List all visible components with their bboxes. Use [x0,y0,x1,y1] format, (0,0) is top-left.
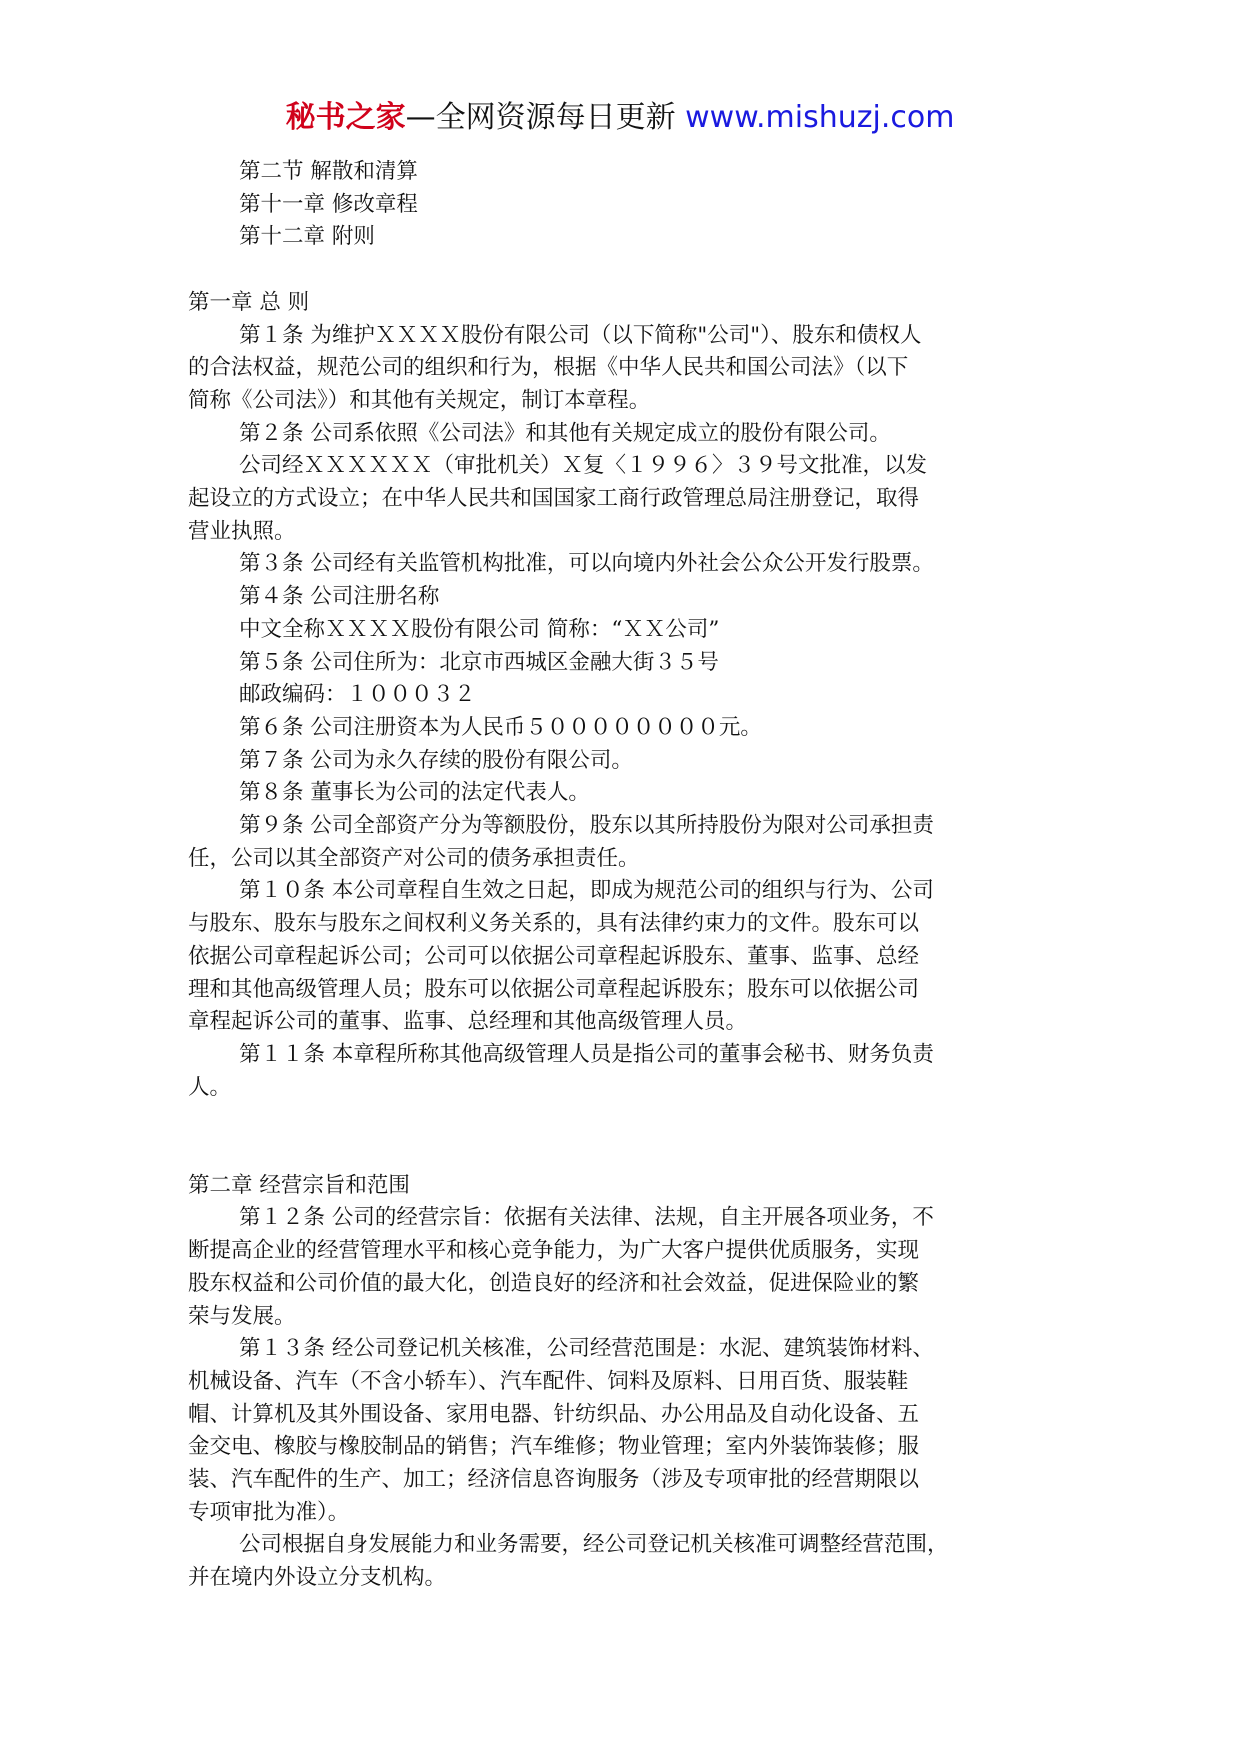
article-line: 邮政编码：１０００３２ [239,682,476,708]
article-line: 的合法权益，规范公司的组织和行为，根据《中华人民共和国公司法》（以下 [188,355,909,381]
chapter-title: 第一章 总 则 [188,289,310,315]
page-header [0,98,1240,138]
article-line: 第１３条 经公司登记机关核准，公司经营范围是：水泥、建筑装饰材料、 [239,1336,934,1362]
spacer [188,254,1058,287]
toc-item: 第十一章 修改章程 [239,191,418,217]
article-line: 第１２条 公司的经营宗旨：依据有关法律、法规，自主开展各项业务，不 [239,1205,934,1231]
article-line: 金交电、橡胶与橡胶制品的销售；汽车维修；物业管理；室内外装饰装修；服 [188,1434,920,1460]
article-line: 装、汽车配件的生产、加工；经济信息咨询服务（涉及专项审批的经营期限以 [188,1467,920,1493]
article-line: 第８条 董事长为公司的法定代表人。 [239,780,590,806]
article-line: 起设立的方式设立；在中华人民共和国国家工商行政管理总局注册登记，取得 [188,486,920,512]
article-line: 荣与发展。 [188,1303,296,1329]
article-line: 第１条 为维护ＸＸＸＸ股份有限公司（以下简称"公司"）、股东和债权人 [239,322,922,348]
article-line: 公司根据自身发展能力和业务需要，经公司登记机关核准可调整经营范围， [239,1532,949,1558]
article-line: 第９条 公司全部资产分为等额股份，股东以其所持股份为限对公司承担责 [239,813,934,839]
article-line: 第５条 公司住所为：北京市西城区金融大街３５号 [239,649,719,675]
article-line: 任，公司以其全部资产对公司的债务承担责任。 [188,845,640,871]
article-line: 公司经ＸＸＸＸＸＸ（审批机关）Ｘ复〈１９９６〉３９号文批准，以发 [239,453,928,479]
header-slogan: —全网资源每日更新 [405,100,686,135]
article-line: 断提高企业的经营管理水平和核心竞争能力，为广大客户提供优质服务，实现 [188,1238,920,1264]
article-line: 章程起诉公司的董事、监事、总经理和其他高级管理人员。 [188,1009,748,1035]
article-line: 中文全称ＸＸＸＸ股份有限公司 简称：“ＸＸ公司” [239,616,720,642]
article-line: 帽、计算机及其外围设备、家用电器、针纺织品、办公用品及自动化设备、五 [188,1401,920,1427]
article-line: 第４条 公司注册名称 [239,584,440,610]
article-line: 第２条 公司系依照《公司法》和其他有关规定成立的股份有限公司。 [239,420,891,446]
spacer [188,1104,1058,1137]
article-line: 股东权益和公司价值的最大化，创造良好的经济和社会效益，促进保险业的繁 [188,1270,920,1296]
article-line: 营业执照。 [188,518,296,544]
article-line: 第１１条 本章程所称其他高级管理人员是指公司的董事会秘书、财务负责 [239,1041,934,1067]
spacer [188,1137,1058,1170]
article-line: 简称《公司法》）和其他有关规定，制订本章程。 [188,387,651,413]
article-line: 第３条 公司经有关监管机构批准，可以向境内外社会公众公开发行股票。 [239,551,934,577]
article-line: 第１０条 本公司章程自生效之日起，即成为规范公司的组织与行为、公司 [239,878,934,904]
article-line: 机械设备、汽车（不含小轿车）、汽车配件、饲料及原料、日用百货、服装鞋 [188,1368,909,1394]
article-line: 专项审批为准）。 [188,1499,350,1525]
header-url[interactable]: www.mishuzj.com [685,100,955,135]
article-line: 与股东、股东与股东之间权利义务关系的，具有法律约束力的文件。股东可以 [188,911,920,937]
toc-item: 第二节 解散和清算 [239,159,418,184]
article-line: 第６条 公司注册资本为人民币５００００００００元。 [239,714,762,740]
article-line: 依据公司章程起诉公司；公司可以依据公司章程起诉股东、董事、监事、总经 [188,943,920,969]
document-body [188,156,1058,1595]
article-line: 理和其他高级管理人员；股东可以依据公司章程起诉股东；股东可以依据公司 [188,976,920,1002]
article-line: 第７条 公司为永久存续的股份有限公司。 [239,747,633,773]
brand-name: 秘书之家 [285,100,406,135]
article-line: 并在境内外设立分支机构。 [188,1565,447,1591]
chapter-title: 第二章 经营宗旨和范围 [188,1172,410,1198]
article-line: 人。 [188,1074,232,1100]
toc-item: 第十二章 附则 [239,224,375,250]
